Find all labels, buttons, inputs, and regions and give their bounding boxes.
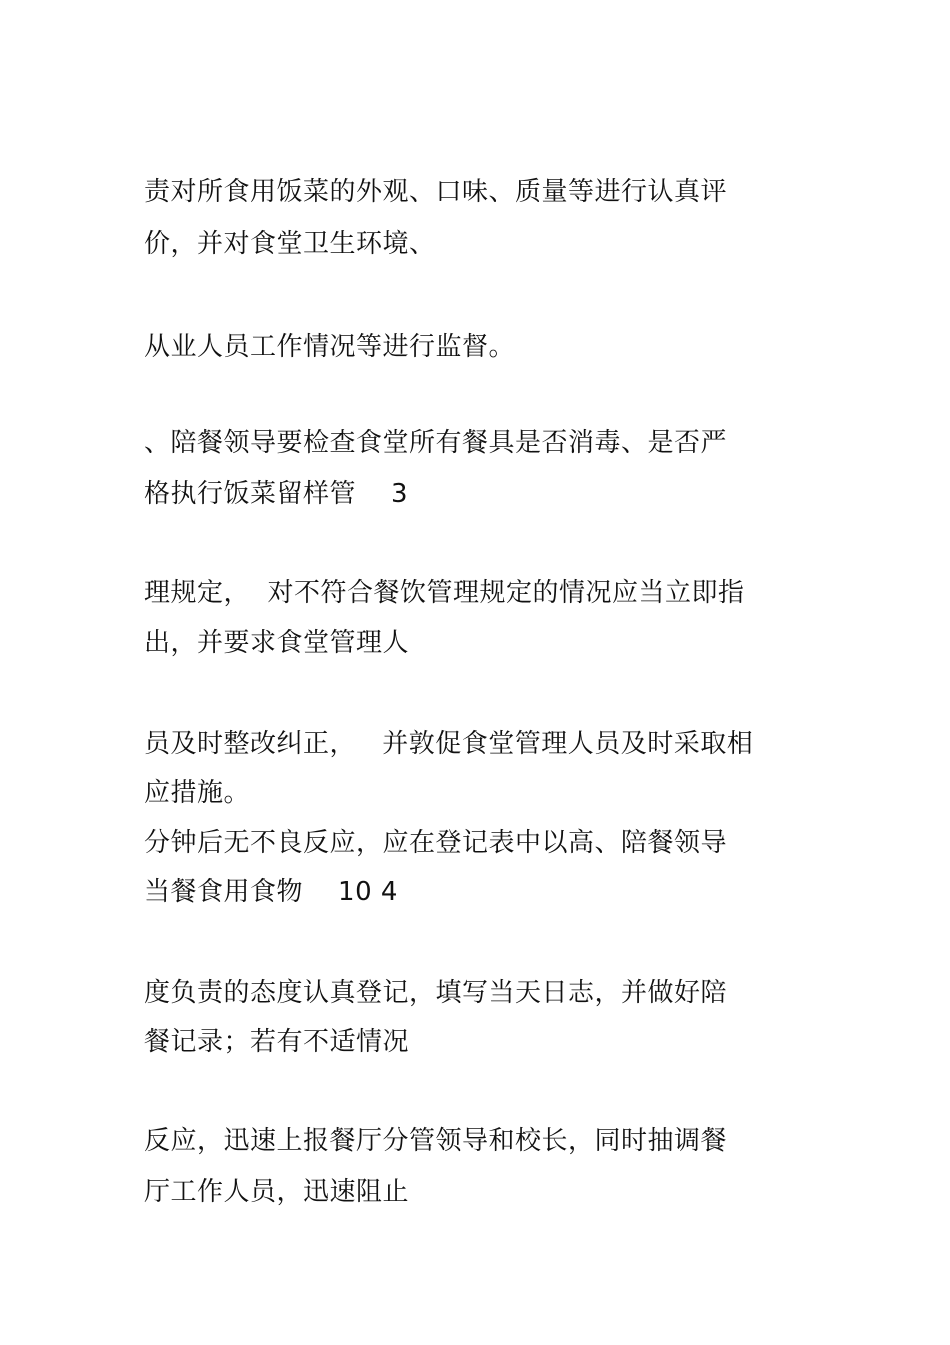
- text-line: 分钟后无不良反应，应在登记表中以高、陪餐领导: [144, 828, 728, 858]
- text-line: 理规定， 对不符合餐饮管理规定的情况应当立即指: [144, 578, 745, 608]
- text-line: 度负责的态度认真登记，填写当天日志，并做好陪: [144, 978, 728, 1008]
- text-line: 反应，迅速上报餐厅分管领导和校长，同时抽调餐: [144, 1126, 728, 1156]
- text-line: 价，并对食堂卫生环境、: [144, 229, 436, 259]
- text-line: 当餐食用食物 10 4: [144, 877, 398, 907]
- text-line: 员及时整改纠正， 并敦促食堂管理人员及时采取相: [144, 729, 754, 759]
- text-line: 格执行饭菜留样管 3: [144, 479, 409, 509]
- text-line: 责对所食用饭菜的外观、口味、质量等进行认真评: [144, 177, 728, 207]
- text-line: 应措施。: [144, 778, 251, 808]
- text-line: 厅工作人员，迅速阻止: [144, 1177, 410, 1207]
- text-line: 从业人员工作情况等进行监督。: [144, 332, 516, 362]
- text-line: 出，并要求食堂管理人: [144, 628, 410, 658]
- text-line: 餐记录；若有不适情况: [144, 1027, 410, 1057]
- text-line: 、陪餐领导要检查食堂所有餐具是否消毒、是否严: [144, 428, 728, 458]
